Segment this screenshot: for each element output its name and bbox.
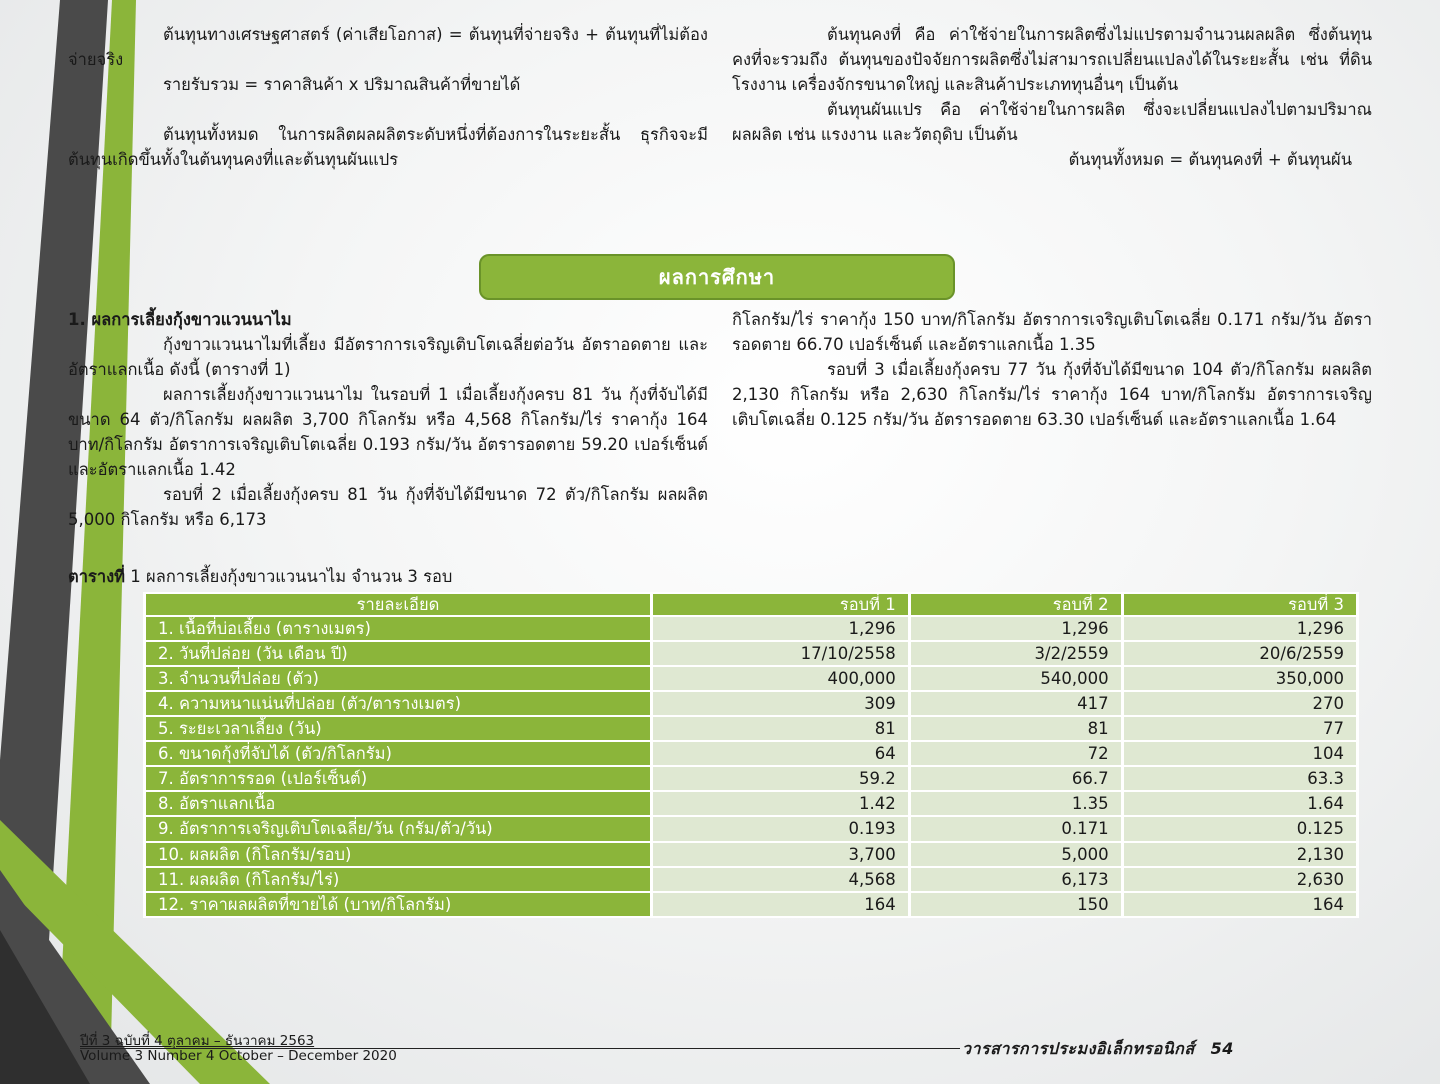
round-1-value: 4,568	[653, 868, 908, 891]
footer-issue	[80, 1034, 397, 1064]
round-3-value: 2,130	[1124, 843, 1356, 866]
round-3-value: 350,000	[1124, 667, 1356, 690]
round-2-value: 417	[911, 692, 1121, 715]
table-row	[146, 692, 1356, 715]
round-2-value: 3/2/2559	[911, 642, 1121, 665]
row-label: 8. อัตราแลกเนื้อ	[146, 792, 650, 815]
round-1-value: 64	[653, 742, 908, 765]
footer-issue-english: Volume 3 Number 4 October – December 2020	[80, 1048, 397, 1064]
round-3-paragraph: รอบที่ 3 เมื่อเลี้ยงกุ้งครบ 77 วัน กุ้งที่จับได้มีขนาด 104 ตัว/กิโลกรัม ผลผลิต 2,130 กิโลกรัม หรือ 2,630 กิโลกรัม/ไร่ ราคากุ้ง 164 บาท/กิโลกรัม อัตราการเจริญเติบโตเฉลี่ย 0.125 กรัม/วัน อัตรารอดตาย 63.30 เปอร์เซ็นต์ และอัตราแลกเนื้อ 1.64	[732, 360, 1372, 429]
round-3-value: 63.3	[1124, 767, 1356, 790]
table-header-row	[146, 594, 1356, 615]
table-row	[146, 817, 1356, 841]
round-1-value: 1.42	[653, 792, 908, 815]
round-1-value: 309	[653, 692, 908, 715]
fixed-cost-paragraph: ต้นทุนคงที่ คือ ค่าใช้จ่ายในการผลิตซึ่งไม่แปรตามจำนวนผลผลิต ซึ่งต้นทุนคงที่จะรวมถึง ต้นทุนของปัจจัยการผลิตซึ่งไม่สามารถเปลี่ยนแปลงได้ในระยะสั้น เช่น ที่ดินโรงงาน เครื่องจักรขนาดใหญ่ และสินค้าประเภททุนอื่นๆ เป็นต้น	[732, 25, 1372, 94]
table-row	[146, 717, 1356, 740]
round-3-value: 270	[1124, 692, 1356, 715]
section-title: ผลการศึกษา	[479, 254, 955, 300]
variable-cost-paragraph: ต้นทุนผันแปร คือ ค่าใช้จ่ายในการผลิต ซึ่งจะเปลี่ยนแปลงไปตามปริมาณผลผลิต เช่น แรงงาน และวัตถุดิบ เป็นต้น	[732, 100, 1372, 144]
table-row	[146, 868, 1356, 891]
round-2-value: 66.7	[911, 767, 1121, 790]
round-2-value: 1,296	[911, 617, 1121, 640]
page-number: 54	[1210, 1039, 1234, 1058]
header-round-3: รอบที่ 3	[1124, 594, 1356, 615]
round-1-value: 81	[653, 717, 908, 740]
round-1-value: 3,700	[653, 843, 908, 866]
table-row	[146, 843, 1356, 866]
cost-formula: ต้นทุนทั้งหมด = ต้นทุนคงที่ + ต้นทุนผัน	[1068, 150, 1352, 169]
row-label: 1. เนื้อที่บ่อเลี้ยง (ตารางเมตร)	[146, 617, 650, 640]
table-row	[146, 767, 1356, 790]
row-label: 4. ความหนาแน่นที่ปล่อย (ตัว/ตารางเมตร)	[146, 692, 650, 715]
footer-journal-name: วารสารการประมงอิเล็กทรอนิกส์	[962, 1039, 1195, 1058]
round-2-value: 5,000	[911, 843, 1121, 866]
row-label: 7. อัตราการรอด (เปอร์เซ็นต์)	[146, 767, 650, 790]
round-1-value: 17/10/2558	[653, 642, 908, 665]
row-label: 11. ผลผลิต (กิโลกรัม/ไร่)	[146, 868, 650, 891]
round-2-value: 150	[911, 893, 1121, 916]
round-2-continued-paragraph: กิโลกรัม/ไร่ ราคากุ้ง 150 บาท/กิโลกรัม อัตราการเจริญเติบโตเฉลี่ย 0.171 กรัม/วัน อัตรารอดตาย 66.70 เปอร์เซ็นต์ และอัตราแลกเนื้อ 1.35	[732, 310, 1372, 354]
footer-journal	[962, 1037, 1234, 1062]
shrimp-results-table	[143, 592, 1359, 918]
table-row	[146, 893, 1356, 916]
round-1-value: 1,296	[653, 617, 908, 640]
round-1-value: 0.193	[653, 817, 908, 841]
row-label: 6. ขนาดกุ้งที่จับได้ (ตัว/กิโลกรัม)	[146, 742, 650, 765]
round-1-value: 164	[653, 893, 908, 916]
footer-issue-thai: ปีที่ 3 ฉบับที่ 4 ตุลาคม – ธันวาคม 2563	[80, 1033, 315, 1049]
table-caption	[68, 564, 452, 589]
results-right-column	[732, 307, 1372, 432]
table-row	[146, 742, 1356, 765]
round-3-value: 104	[1124, 742, 1356, 765]
left-top-text	[68, 22, 708, 172]
footer-divider	[80, 1048, 960, 1049]
row-label: 9. อัตราการเจริญเติบโตเฉลี่ย/วัน (กรัม/ตัว/วัน)	[146, 817, 650, 841]
results-left-column	[68, 307, 708, 532]
row-label: 10. ผลผลิต (กิโลกรัม/รอบ)	[146, 843, 650, 866]
results-heading: 1. ผลการเลี้ยงกุ้งขาวแวนนาไม	[68, 310, 292, 329]
round-3-value: 1.64	[1124, 792, 1356, 815]
table-row	[146, 667, 1356, 690]
table-row	[146, 642, 1356, 665]
round-2-value: 1.35	[911, 792, 1121, 815]
round-2-value: 540,000	[911, 667, 1121, 690]
round-1-value: 59.2	[653, 767, 908, 790]
table-caption-text: 1 ผลการเลี้ยงกุ้งขาวแวนนาไม จำนวน 3 รอบ	[130, 567, 453, 586]
round-3-value: 0.125	[1124, 817, 1356, 841]
round-2-paragraph: รอบที่ 2 เมื่อเลี้ยงกุ้งครบ 81 วัน กุ้งที่จับได้มีขนาด 72 ตัว/กิโลกรัม ผลผลิต 5,000 กิโลกรัม หรือ 6,173	[68, 485, 708, 529]
row-label: 3. จำนวนที่ปล่อย (ตัว)	[146, 667, 650, 690]
row-label: 2. วันที่ปล่อย (วัน เดือน ปี)	[146, 642, 650, 665]
table-caption-label: ตารางที่	[68, 567, 126, 586]
round-3-value: 1,296	[1124, 617, 1356, 640]
header-round-2: รอบที่ 2	[911, 594, 1121, 615]
round-2-value: 6,173	[911, 868, 1121, 891]
round-2-value: 81	[911, 717, 1121, 740]
right-top-text	[732, 22, 1372, 172]
round-2-value: 72	[911, 742, 1121, 765]
round-3-value: 20/6/2559	[1124, 642, 1356, 665]
row-label: 5. ระยะเวลาเลี้ยง (วัน)	[146, 717, 650, 740]
table-row	[146, 617, 1356, 640]
round-2-value: 0.171	[911, 817, 1121, 841]
round-3-value: 164	[1124, 893, 1356, 916]
results-intro-paragraph: กุ้งขาวแวนนาไมที่เลี้ยง มีอัตราการเจริญเติบโตเฉลี่ยต่อวัน อัตราอดตาย และอัตราแลกเนื้อ ดังนี้ (ตารางที่ 1)	[68, 335, 708, 379]
header-detail: รายละเอียด	[146, 594, 650, 615]
total-cost-paragraph: ต้นทุนทั้งหมด ในการผลิตผลผลิตระดับหนึ่งที่ต้องการในระยะสั้น ธุรกิจจะมีต้นทุนเกิดขึ้นทั้งในต้นทุนคงที่และต้นทุนผันแปร	[68, 125, 708, 169]
round-3-value: 2,630	[1124, 868, 1356, 891]
round-3-value: 77	[1124, 717, 1356, 740]
header-round-1: รอบที่ 1	[653, 594, 908, 615]
round-1-value: 400,000	[653, 667, 908, 690]
row-label: 12. ราคาผลผลิตที่ขายได้ (บาท/กิโลกรัม)	[146, 893, 650, 916]
round-1-paragraph: ผลการเลี้ยงกุ้งขาวแวนนาไม ในรอบที่ 1 เมื่อเลี้ยงกุ้งครบ 81 วัน กุ้งที่จับได้มีขนาด 64 ตัว/กิโลกรัม ผลผลิต 3,700 กิโลกรัม หรือ 4,568 กิโลกรัม/ไร่ ราคากุ้ง 164 บาท/กิโลกรัม อัตราการเจริญเติบโตเฉลี่ย 0.193 กรัม/วัน อัตรารอดตาย 59.20 เปอร์เซ็นต์ และอัตราแลกเนื้อ 1.42	[68, 385, 708, 479]
economic-cost-paragraph: ต้นทุนทางเศรษฐศาสตร์ (ค่าเสียโอกาส) = ต้นทุนที่จ่ายจริง + ต้นทุนที่ไม่ต้องจ่ายจริง	[68, 25, 708, 69]
total-revenue-paragraph: รายรับรวม = ราคาสินค้า x ปริมาณสินค้าที่ขายได้	[163, 75, 521, 94]
table-row	[146, 792, 1356, 815]
